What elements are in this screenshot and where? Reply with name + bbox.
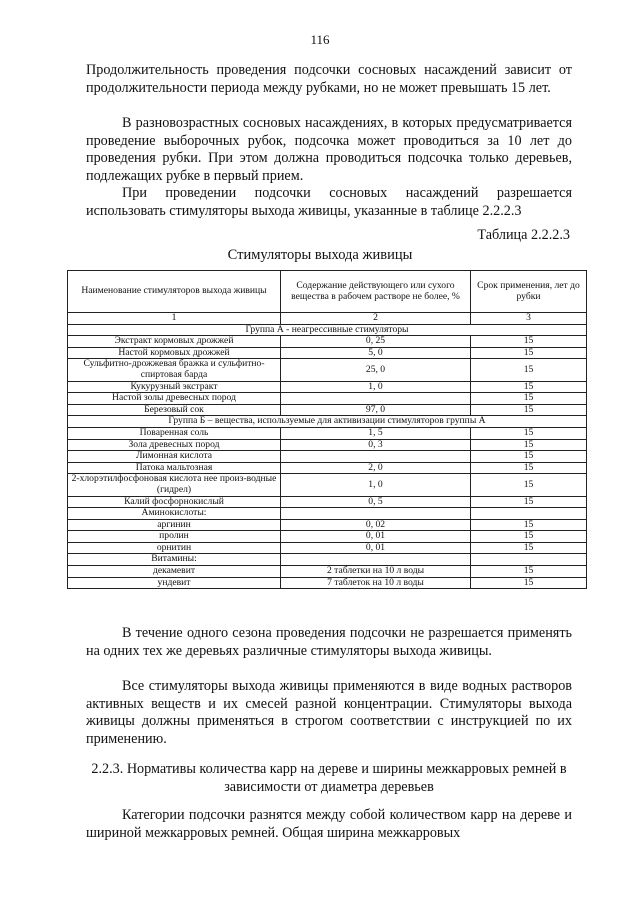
cell-content: 2 таблетки на 10 л воды (281, 566, 471, 578)
cell-name: пролин (68, 531, 281, 543)
header-term: Срок применения, лет до рубки (471, 271, 587, 313)
paragraph-5: Все стимуляторы выхода живицы применяются в виде водных растворов активных веществ и их смесей разной концентрации. Стимуляторы выхода живицы должны применяться в строгом соответствии с инструкцией по их применению. (86, 678, 572, 747)
cell-term: 15 (471, 347, 587, 359)
cell-name: Лимонная кислота (68, 451, 281, 463)
cell-name: Настой кормовых дрожжей (68, 347, 281, 359)
header-content: Содержание действующего или сухого вещества в рабочем растворе не более, % (281, 271, 471, 313)
col-number: 3 (471, 313, 587, 325)
cell-name: Экстракт кормовых дрожжей (68, 336, 281, 348)
cell-term: 15 (471, 451, 587, 463)
table-row (68, 496, 587, 508)
cell-name: Патока мальтозная (68, 462, 281, 474)
cell-term: 15 (471, 531, 587, 543)
table-row (68, 347, 587, 359)
cell-content (281, 554, 471, 566)
cell-content (281, 508, 471, 520)
cell-term: 15 (471, 542, 587, 554)
cell-content (281, 393, 471, 405)
cell-content: 1, 0 (281, 381, 471, 393)
group-label: Группа Б – вещества, используемые для активизации стимуляторов группы А (68, 416, 587, 428)
cell-term: 15 (471, 439, 587, 451)
cell-name: Витамины: (68, 554, 281, 566)
paragraph-1: Продолжительность проведения подсочки сосновых насаждений зависит от продолжительности периода между рубками, но не может превышать 15 лет. (86, 62, 572, 96)
table-row (68, 439, 587, 451)
table-row (68, 404, 587, 416)
cell-content: 0, 5 (281, 496, 471, 508)
paragraph-2: В разновозрастных сосновых насаждениях, в которых предусматривается проведение выборочных рубок, подсочка может проводиться за 10 лет до проведения рубки. При этом должна проводиться подсочка только деревьев, подлежащих рубке в первый прием. (86, 115, 572, 184)
page-number: 116 (310, 32, 330, 47)
cell-name: Зола древесных пород (68, 439, 281, 451)
cell-term: 15 (471, 381, 587, 393)
cell-name: Аминокислоты: (68, 508, 281, 520)
cell-name: ундевит (68, 577, 281, 589)
cell-term: 15 (471, 577, 587, 589)
cell-content: 1, 5 (281, 427, 471, 439)
group-label: Группа А - неагрессивные стимуляторы (68, 324, 587, 336)
cell-content: 97, 0 (281, 404, 471, 416)
table-row (68, 451, 587, 463)
cell-name: Кукурузный экстракт (68, 381, 281, 393)
cell-name: Настой золы древесных пород (68, 393, 281, 405)
table-row (68, 531, 587, 543)
cell-name: аргинин (68, 519, 281, 531)
cell-name: Поваренная соль (68, 427, 281, 439)
paragraph-4: В течение одного сезона проведения подсочки не разрешается применять на одних тех же деревьях различные стимуляторы выхода живицы. (86, 625, 572, 659)
section-heading: 2.2.3. Нормативы количества карр на дереве и ширины межкарровых ремней в зависимости от диаметра деревьев (91, 761, 567, 795)
cell-content (281, 451, 471, 463)
cell-content: 0, 25 (281, 336, 471, 348)
cell-term: 15 (471, 566, 587, 578)
table-row (68, 566, 587, 578)
cell-name: Калий фосфорнокислый (68, 496, 281, 508)
stimulators-table (67, 270, 587, 589)
table-row (68, 577, 587, 589)
cell-content: 5, 0 (281, 347, 471, 359)
table-row (68, 508, 587, 520)
cell-name: орнитин (68, 542, 281, 554)
table-row (68, 554, 587, 566)
cell-name: декамевит (68, 566, 281, 578)
cell-term: 15 (471, 462, 587, 474)
cell-content: 25, 0 (281, 359, 471, 381)
paragraph-6: Категории подсочки разнятся между собой количеством карр на дереве и шириной межкарровых ремней. Общая ширина межкарровых (86, 807, 572, 841)
table-row (68, 474, 587, 496)
cell-term: 15 (471, 496, 587, 508)
cell-content: 0, 02 (281, 519, 471, 531)
table-row (68, 462, 587, 474)
cell-content: 0, 3 (281, 439, 471, 451)
cell-name: Сульфитно-дрожжевая бражка и сульфитно-спиртовая барда (68, 359, 281, 381)
cell-term: 15 (471, 393, 587, 405)
cell-content: 0, 01 (281, 542, 471, 554)
cell-content: 2, 0 (281, 462, 471, 474)
cell-content: 1, 0 (281, 474, 471, 496)
cell-content: 0, 01 (281, 531, 471, 543)
cell-term (471, 508, 587, 520)
cell-name: Березовый сок (68, 404, 281, 416)
cell-content: 7 таблеток на 10 л воды (281, 577, 471, 589)
table-group-row (68, 324, 587, 336)
table-row (68, 542, 587, 554)
table-title: Стимуляторы выхода живицы (227, 247, 413, 263)
table-label: Таблица 2.2.2.3 (477, 227, 570, 243)
table-row (68, 427, 587, 439)
cell-term: 15 (471, 359, 587, 381)
paragraph-3: При проведении подсочки сосновых насаждений разрешается использовать стимуляторы выхода живицы, указанные в таблице 2.2.2.3 (86, 185, 572, 219)
table-group-row (68, 416, 587, 428)
table-row (68, 381, 587, 393)
table-row (68, 336, 587, 348)
col-number: 1 (68, 313, 281, 325)
col-number: 2 (281, 313, 471, 325)
cell-term: 15 (471, 427, 587, 439)
table-row (68, 393, 587, 405)
cell-term: 15 (471, 519, 587, 531)
table-row (68, 359, 587, 381)
header-name: Наименование стимуляторов выхода живицы (68, 271, 281, 313)
cell-term: 15 (471, 404, 587, 416)
cell-term: 15 (471, 474, 587, 496)
cell-term: 15 (471, 336, 587, 348)
table-row (68, 519, 587, 531)
cell-name: 2-хлорэтилфосфоновая кислота нее произ-водные (гидрел) (68, 474, 281, 496)
cell-term (471, 554, 587, 566)
